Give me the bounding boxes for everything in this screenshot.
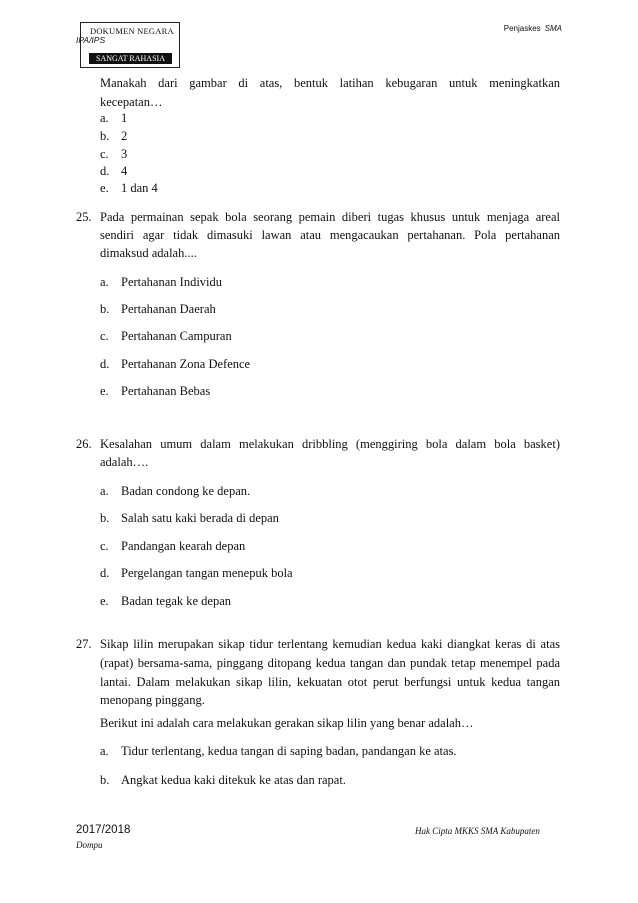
option-text: 4 xyxy=(121,164,128,178)
option-letter: b. xyxy=(100,302,110,316)
option-letter: b. xyxy=(100,773,110,787)
option-letter: b. xyxy=(100,511,110,525)
question-stem: Pada permainan sepak bola seorang pemain diberi tugas khusus untuk menjaga areal xyxy=(100,210,560,224)
option-text: Angkat kedua kaki ditekuk ke atas dan rapat. xyxy=(121,773,346,787)
option-text: Pertahanan Campuran xyxy=(121,329,232,343)
option-text: Pandangan kearah depan xyxy=(121,539,246,553)
question-stem: dimaksud adalah.... xyxy=(100,246,197,260)
subject-label: Penjaskes xyxy=(503,24,541,33)
document-classification: DOKUMEN NEGARA xyxy=(90,26,174,36)
option-text: Salah satu kaki berada di depan xyxy=(121,511,279,525)
subject-header xyxy=(504,24,562,33)
option-text: 2 xyxy=(121,129,128,143)
option-letter: c. xyxy=(100,539,109,553)
question-stem: Manakah dari gambar di atas, bentuk latihan kebugaran untuk meningkatkan xyxy=(100,76,560,90)
option-letter: b. xyxy=(100,129,110,143)
question-number: 27. xyxy=(76,637,92,651)
level-label: SMA xyxy=(544,24,562,33)
option-letter: e. xyxy=(100,181,109,195)
option-text: Badan tegak ke depan xyxy=(121,594,232,608)
option-text: Tidur terlentang, kedua tangan di saping badan, pandangan ke atas. xyxy=(121,744,457,758)
option-text: 3 xyxy=(121,147,128,161)
option-letter: d. xyxy=(100,164,110,178)
program-label: IPA/IPS xyxy=(76,35,106,45)
option-letter: a. xyxy=(100,744,109,758)
option-text: 1 xyxy=(121,111,128,125)
question-stem: adalah…. xyxy=(100,455,149,469)
question-stem: menopang pinggang. xyxy=(100,693,205,707)
question-stem: sendiri agar tidak dimasuki lawan atau mengacaukan pertahanan. Pola pertahanan xyxy=(100,228,560,242)
secret-badge: SANGAT RAHASIA xyxy=(89,53,172,64)
question-stem: Sikap lilin merupakan sikap tidur terlentang kemudian kedua kaki diangkat keras di atas xyxy=(100,637,560,651)
option-letter: a. xyxy=(100,484,109,498)
option-text: Pertahanan Daerah xyxy=(121,302,216,316)
question-stem: (rapat) bersama-sama, pinggang ditopang kedua tangan dan pundak tetap menempel pada xyxy=(100,656,560,670)
question-stem: kecepatan… xyxy=(100,95,163,109)
option-letter: d. xyxy=(100,566,110,580)
option-letter: e. xyxy=(100,594,109,608)
option-letter: c. xyxy=(100,329,109,343)
option-letter: e. xyxy=(100,384,109,398)
option-letter: a. xyxy=(100,111,109,125)
option-text: 1 dan 4 xyxy=(121,181,158,195)
footer-place: Dompu xyxy=(76,840,103,850)
option-letter: a. xyxy=(100,275,109,289)
option-letter: d. xyxy=(100,357,110,371)
question-number: 25. xyxy=(76,210,92,224)
option-text: Pertahanan Individu xyxy=(121,275,223,289)
question-number: 26. xyxy=(76,437,92,451)
question-stem: lantai. Dalam melakukan sikap lilin, kekuatan otot perut berfungsi untuk kedua tangan xyxy=(100,675,560,689)
option-text: Pertahanan Bebas xyxy=(121,384,211,398)
question-prompt: Berikut ini adalah cara melakukan gerakan sikap lilin yang benar adalah… xyxy=(100,716,474,730)
option-letter: c. xyxy=(100,147,109,161)
question-stem: Kesalahan umum dalam melakukan dribbling (menggiring bola dalam bola basket) xyxy=(100,437,560,451)
option-text: Pergelangan tangan menepuk bola xyxy=(121,566,293,580)
option-text: Pertahanan Zona Defence xyxy=(121,357,251,371)
footer-year: 2017/2018 xyxy=(76,824,131,836)
option-text: Badan condong ke depan. xyxy=(121,484,251,498)
footer-copyright: Hak Cipta MKKS SMA Kabupaten xyxy=(415,826,540,836)
